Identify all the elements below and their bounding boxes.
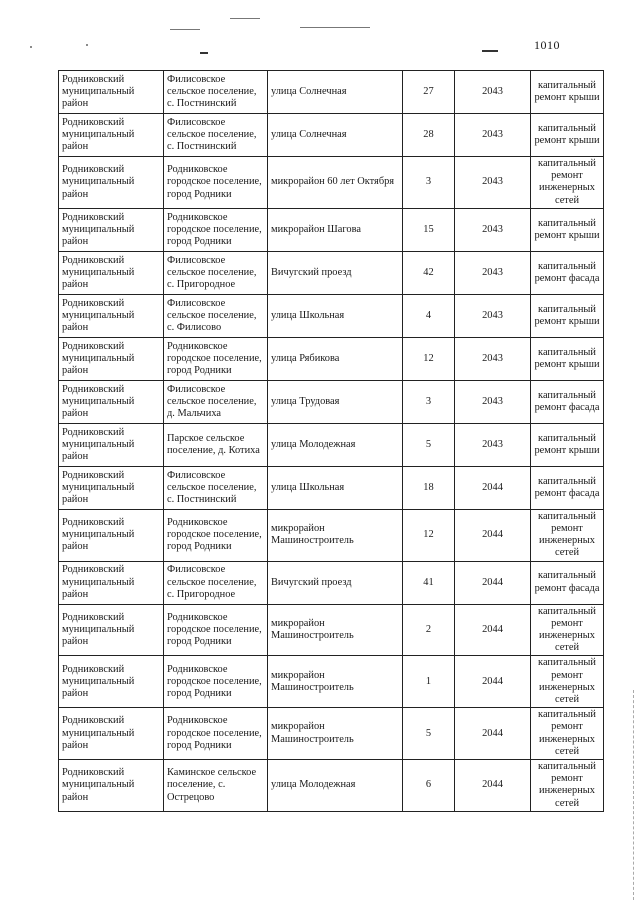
year-cell: 2044 — [455, 708, 531, 760]
scan-mark-mid — [200, 52, 208, 54]
table-row — [59, 251, 604, 294]
year-cell: 2044 — [455, 656, 531, 708]
district-cell: Родниковский муниципальный район — [59, 604, 164, 656]
year-cell: 2043 — [455, 423, 531, 466]
street-cell: улица Солнечная — [268, 114, 403, 157]
work-type-cell: капитальный ремонт инженерных сетей — [531, 157, 604, 209]
house-number-cell: 5 — [403, 708, 455, 760]
scan-mark-center — [300, 27, 370, 28]
house-number-cell: 41 — [403, 561, 455, 604]
house-number-cell: 42 — [403, 251, 455, 294]
settlement-cell: Родниковское городское поселение, город Родники — [164, 208, 268, 251]
district-cell: Родниковский муниципальный район — [59, 760, 164, 812]
table-row — [59, 708, 604, 760]
district-cell: Родниковский муниципальный район — [59, 466, 164, 509]
table-row — [59, 157, 604, 209]
street-cell: улица Молодежная — [268, 760, 403, 812]
house-number-cell: 15 — [403, 208, 455, 251]
house-number-cell: 5 — [403, 423, 455, 466]
settlement-cell: Филисовское сельское поселение, д. Мальчиха — [164, 380, 268, 423]
year-cell: 2043 — [455, 251, 531, 294]
settlement-cell: Каминское сельское поселение, с. Острецово — [164, 760, 268, 812]
house-number-cell: 12 — [403, 509, 455, 561]
work-type-cell: капитальный ремонт крыши — [531, 208, 604, 251]
table-row — [59, 604, 604, 656]
street-cell: микрорайон 60 лет Октября — [268, 157, 403, 209]
street-cell: улица Молодежная — [268, 423, 403, 466]
year-cell: 2044 — [455, 760, 531, 812]
work-type-cell: капитальный ремонт фасада — [531, 466, 604, 509]
scan-dot — [30, 46, 32, 48]
scan-mark-right — [482, 50, 498, 52]
year-cell: 2044 — [455, 604, 531, 656]
house-number-cell: 28 — [403, 114, 455, 157]
house-number-cell: 27 — [403, 71, 455, 114]
district-cell: Родниковский муниципальный район — [59, 251, 164, 294]
table-body — [59, 71, 604, 812]
scan-mark-top — [230, 18, 260, 19]
table-row — [59, 509, 604, 561]
table-row — [59, 423, 604, 466]
house-number-cell: 3 — [403, 157, 455, 209]
table-row — [59, 466, 604, 509]
house-number-cell: 2 — [403, 604, 455, 656]
settlement-cell: Филисовское сельское поселение, с. Пригородное — [164, 561, 268, 604]
district-cell: Родниковский муниципальный район — [59, 509, 164, 561]
street-cell: улица Трудовая — [268, 380, 403, 423]
work-type-cell: капитальный ремонт фасада — [531, 561, 604, 604]
table-row — [59, 561, 604, 604]
work-type-cell: капитальный ремонт крыши — [531, 294, 604, 337]
house-number-cell: 3 — [403, 380, 455, 423]
street-cell: улица Школьная — [268, 294, 403, 337]
settlement-cell: Родниковское городское поселение, город Родники — [164, 157, 268, 209]
street-cell: микрорайон Шагова — [268, 208, 403, 251]
work-type-cell: капитальный ремонт инженерных сетей — [531, 604, 604, 656]
work-type-cell: капитальный ремонт инженерных сетей — [531, 760, 604, 812]
year-cell: 2043 — [455, 380, 531, 423]
table-row — [59, 337, 604, 380]
year-cell: 2044 — [455, 466, 531, 509]
district-cell: Родниковский муниципальный район — [59, 656, 164, 708]
settlement-cell: Родниковское городское поселение, город Родники — [164, 509, 268, 561]
scan-edge — [633, 690, 635, 900]
district-cell: Родниковский муниципальный район — [59, 71, 164, 114]
street-cell: улица Школьная — [268, 466, 403, 509]
work-type-cell: капитальный ремонт крыши — [531, 71, 604, 114]
settlement-cell: Филисовское сельское поселение, с. Постнинский — [164, 71, 268, 114]
work-type-cell: капитальный ремонт инженерных сетей — [531, 509, 604, 561]
work-type-cell: капитальный ремонт крыши — [531, 337, 604, 380]
settlement-cell: Филисовское сельское поселение, с. Пригородное — [164, 251, 268, 294]
year-cell: 2044 — [455, 561, 531, 604]
street-cell: микрорайон Машиностроитель — [268, 604, 403, 656]
house-number-cell: 4 — [403, 294, 455, 337]
page-number: 1010 — [534, 38, 560, 52]
district-cell: Родниковский муниципальный район — [59, 208, 164, 251]
settlement-cell: Филисовское сельское поселение, с. Постнинский — [164, 466, 268, 509]
house-number-cell: 18 — [403, 466, 455, 509]
street-cell: микрорайон Машиностроитель — [268, 656, 403, 708]
table-row — [59, 294, 604, 337]
district-cell: Родниковский муниципальный район — [59, 380, 164, 423]
table-row — [59, 114, 604, 157]
table-row — [59, 71, 604, 114]
district-cell: Родниковский муниципальный район — [59, 337, 164, 380]
settlement-cell: Родниковское городское поселение, город Родники — [164, 708, 268, 760]
settlement-cell: Родниковское городское поселение, город Родники — [164, 656, 268, 708]
district-cell: Родниковский муниципальный район — [59, 423, 164, 466]
table-row — [59, 208, 604, 251]
scan-mark-left — [170, 29, 200, 30]
house-number-cell: 6 — [403, 760, 455, 812]
street-cell: улица Рябикова — [268, 337, 403, 380]
work-type-cell: капитальный ремонт инженерных сетей — [531, 656, 604, 708]
year-cell: 2043 — [455, 157, 531, 209]
work-type-cell: капитальный ремонт фасада — [531, 251, 604, 294]
year-cell: 2043 — [455, 208, 531, 251]
table-row — [59, 656, 604, 708]
street-cell: улица Солнечная — [268, 71, 403, 114]
settlement-cell: Родниковское городское поселение, город Родники — [164, 604, 268, 656]
street-cell: Вичугский проезд — [268, 561, 403, 604]
district-cell: Родниковский муниципальный район — [59, 708, 164, 760]
work-type-cell: капитальный ремонт фасада — [531, 380, 604, 423]
house-number-cell: 1 — [403, 656, 455, 708]
street-cell: микрорайон Машиностроитель — [268, 708, 403, 760]
year-cell: 2044 — [455, 509, 531, 561]
house-number-cell: 12 — [403, 337, 455, 380]
street-cell: Вичугский проезд — [268, 251, 403, 294]
table-row — [59, 380, 604, 423]
district-cell: Родниковский муниципальный район — [59, 561, 164, 604]
year-cell: 2043 — [455, 337, 531, 380]
settlement-cell: Родниковское городское поселение, город Родники — [164, 337, 268, 380]
scan-dot — [86, 44, 88, 46]
street-cell: микрорайон Машиностроитель — [268, 509, 403, 561]
settlement-cell: Филисовское сельское поселение, с. Филисово — [164, 294, 268, 337]
table-row — [59, 760, 604, 812]
year-cell: 2043 — [455, 71, 531, 114]
year-cell: 2043 — [455, 294, 531, 337]
work-type-cell: капитальный ремонт крыши — [531, 114, 604, 157]
year-cell: 2043 — [455, 114, 531, 157]
settlement-cell: Филисовское сельское поселение, с. Постнинский — [164, 114, 268, 157]
settlement-cell: Парское сельское поселение, д. Котиха — [164, 423, 268, 466]
repair-schedule-table — [58, 70, 604, 812]
work-type-cell: капитальный ремонт инженерных сетей — [531, 708, 604, 760]
work-type-cell: капитальный ремонт крыши — [531, 423, 604, 466]
district-cell: Родниковский муниципальный район — [59, 157, 164, 209]
district-cell: Родниковский муниципальный район — [59, 114, 164, 157]
district-cell: Родниковский муниципальный район — [59, 294, 164, 337]
